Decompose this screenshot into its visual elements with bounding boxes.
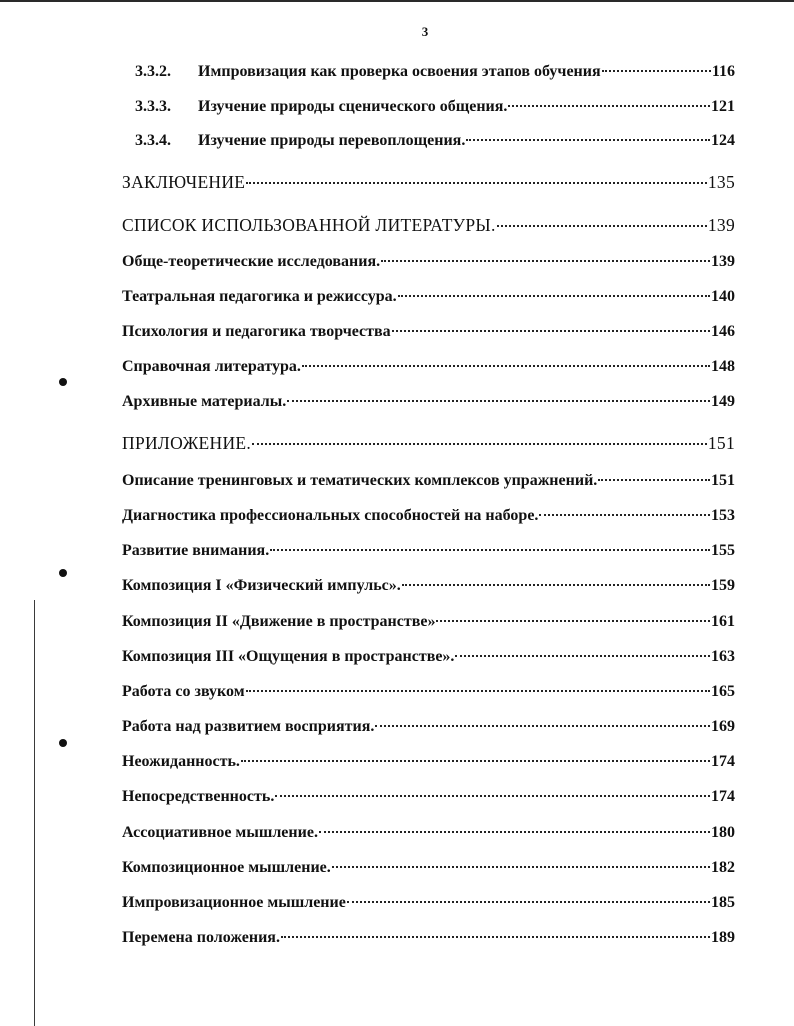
toc-entry-title: ЗАКЛЮЧЕНИЕ [122,172,246,192]
toc-entry-appendix-item[interactable] [122,711,735,737]
dot-leader [332,852,710,872]
toc-entry-title: Психология и педагогика творчества [122,323,391,340]
toc-entry-appendix-item[interactable] [122,500,735,526]
toc-entry-page: 174 [711,788,735,805]
toc-entry-title: Описание тренинговых и тематических комплексов упражнений. [122,472,598,489]
toc-entry-page: 148 [711,358,735,375]
toc-entry-title: Композиция III «Ощущения в пространстве». [122,648,455,665]
toc-entry-page: 155 [711,542,735,559]
toc-entry-title: СПИСОК ИСПОЛЬЗОВАННОЙ ЛИТЕРАТУРЫ. [122,215,496,235]
binder-hole-dot [59,739,67,747]
toc-entry-appendix-item[interactable] [122,641,735,667]
toc-entry-title: Архивные материалы. [122,393,287,410]
dot-leader [602,56,711,76]
toc-entry-page: 165 [711,683,735,700]
toc-entry-title: Композиция II «Движение в пространстве» [122,613,436,630]
toc-entry-page: 151 [707,433,735,453]
dot-leader [436,606,710,626]
toc-entry-page: 182 [711,859,735,876]
toc-entry-bibliography-item[interactable] [122,281,735,307]
toc-entry-page: 153 [711,507,735,524]
toc-entry-appendix-item[interactable] [122,852,735,878]
toc-entry-title: Композиция I «Физический импульс». [122,577,401,594]
toc-entry-appendix-item[interactable] [122,465,735,491]
toc-entry-title: Справочная литература. [122,358,301,375]
toc-entry-appendix-item[interactable] [122,570,735,596]
toc-entry-page: 124 [711,132,735,149]
toc-entry-number: 3.3.4. [135,132,171,149]
toc-entry-appendix-item[interactable] [122,746,735,772]
dot-leader [319,817,710,837]
toc-entry-page: 139 [711,253,735,270]
toc-entry-title: Работа со звуком [122,683,245,700]
toc-entry-3-3-2[interactable] [135,56,735,82]
toc-entry-number: 3.3.2. [135,63,171,80]
toc-entry-title: Композиционное мышление. [122,859,331,876]
toc-entry-title: Ассоциативное мышление. [122,824,318,841]
toc-entry-appendix[interactable] [122,429,735,453]
toc-entry-title: Театральная педагогика и режиссура. [122,288,397,305]
dot-leader [302,351,710,371]
toc-entry-page: 151 [711,472,735,489]
dot-leader [402,570,710,590]
toc-entry-page: 159 [711,577,735,594]
toc-entry-title: Неожиданность. [122,753,240,770]
toc-entry-page: 180 [711,824,735,841]
dot-leader [287,386,710,406]
toc-entry-title: Обще-теоретические исследования. [122,253,381,270]
toc-entry-page: 185 [711,894,735,911]
dot-leader [398,281,710,301]
toc-entry-appendix-item[interactable] [122,676,735,702]
toc-entry-page: 174 [711,753,735,770]
dot-leader [375,711,710,731]
toc-entry-page: 163 [711,648,735,665]
dot-leader [270,535,710,555]
toc-entry-title: Перемена положения. [122,929,280,946]
toc-entry-3-3-4[interactable] [135,125,735,151]
toc-entry-appendix-item[interactable] [122,606,735,632]
dot-leader [466,125,710,145]
dot-leader [246,168,707,188]
toc-entry-number: 3.3.3. [135,98,171,115]
dot-leader [381,246,710,266]
dot-leader [508,91,710,111]
toc-entry-page: 121 [711,98,735,115]
dot-leader [275,781,710,801]
toc-entry-title: Непосредственность. [122,788,275,805]
binder-hole-dot [59,378,67,386]
toc-entry-page: 135 [707,172,735,192]
toc-entry-page: 169 [711,718,735,735]
dot-leader [455,641,710,661]
toc-entry-title: Работа над развитием восприятия. [122,718,375,735]
toc-entry-title: Импровизационное мышление [122,894,346,911]
toc-entry-title: ПРИЛОЖЕНИЕ. [122,433,252,453]
toc-entry-title: Изучение природы перевоплощения. [198,132,466,149]
toc-entry-title: Развитие внимания. [122,542,270,559]
dot-leader [347,887,710,907]
page-number: 3 [421,24,429,39]
dot-leader [598,465,710,485]
dot-leader [241,746,710,766]
toc-entry-bibliography[interactable] [122,211,735,235]
dot-leader [497,211,707,231]
toc-entry-appendix-item[interactable] [122,922,735,948]
toc-entry-appendix-item[interactable] [122,817,735,843]
toc-entry-title: Диагностика профессиональных способностей на наборе. [122,507,539,524]
toc-entry-page: 189 [711,929,735,946]
toc-entry-page: 149 [711,393,735,410]
dot-leader [539,500,710,520]
toc-entry-bibliography-item[interactable] [122,386,735,412]
toc-entry-page: 139 [707,215,735,235]
toc-entry-page: 161 [711,613,735,630]
dot-leader [246,676,710,696]
binder-hole-dot [59,569,67,577]
toc-entry-title: Импровизация как проверка освоения этапов обучения [198,63,601,80]
toc-entry-page: 116 [711,63,735,80]
toc-entry-appendix-item[interactable] [122,781,735,807]
toc-entry-appendix-item[interactable] [122,535,735,561]
toc-entry-title: Изучение природы сценического общения. [198,98,508,115]
toc-entry-3-3-3[interactable] [135,91,735,117]
toc-entry-appendix-item[interactable] [122,887,735,913]
dot-leader [392,316,710,336]
toc-entry-bibliography-item[interactable] [122,316,735,342]
toc-entry-page: 146 [711,323,735,340]
toc-entry-page: 140 [711,288,735,305]
dot-leader [281,922,710,942]
toc-entry-conclusion[interactable] [122,168,735,192]
toc-entry-bibliography-item[interactable] [122,246,735,272]
dot-leader [252,429,707,449]
toc-entry-bibliography-item[interactable] [122,351,735,377]
